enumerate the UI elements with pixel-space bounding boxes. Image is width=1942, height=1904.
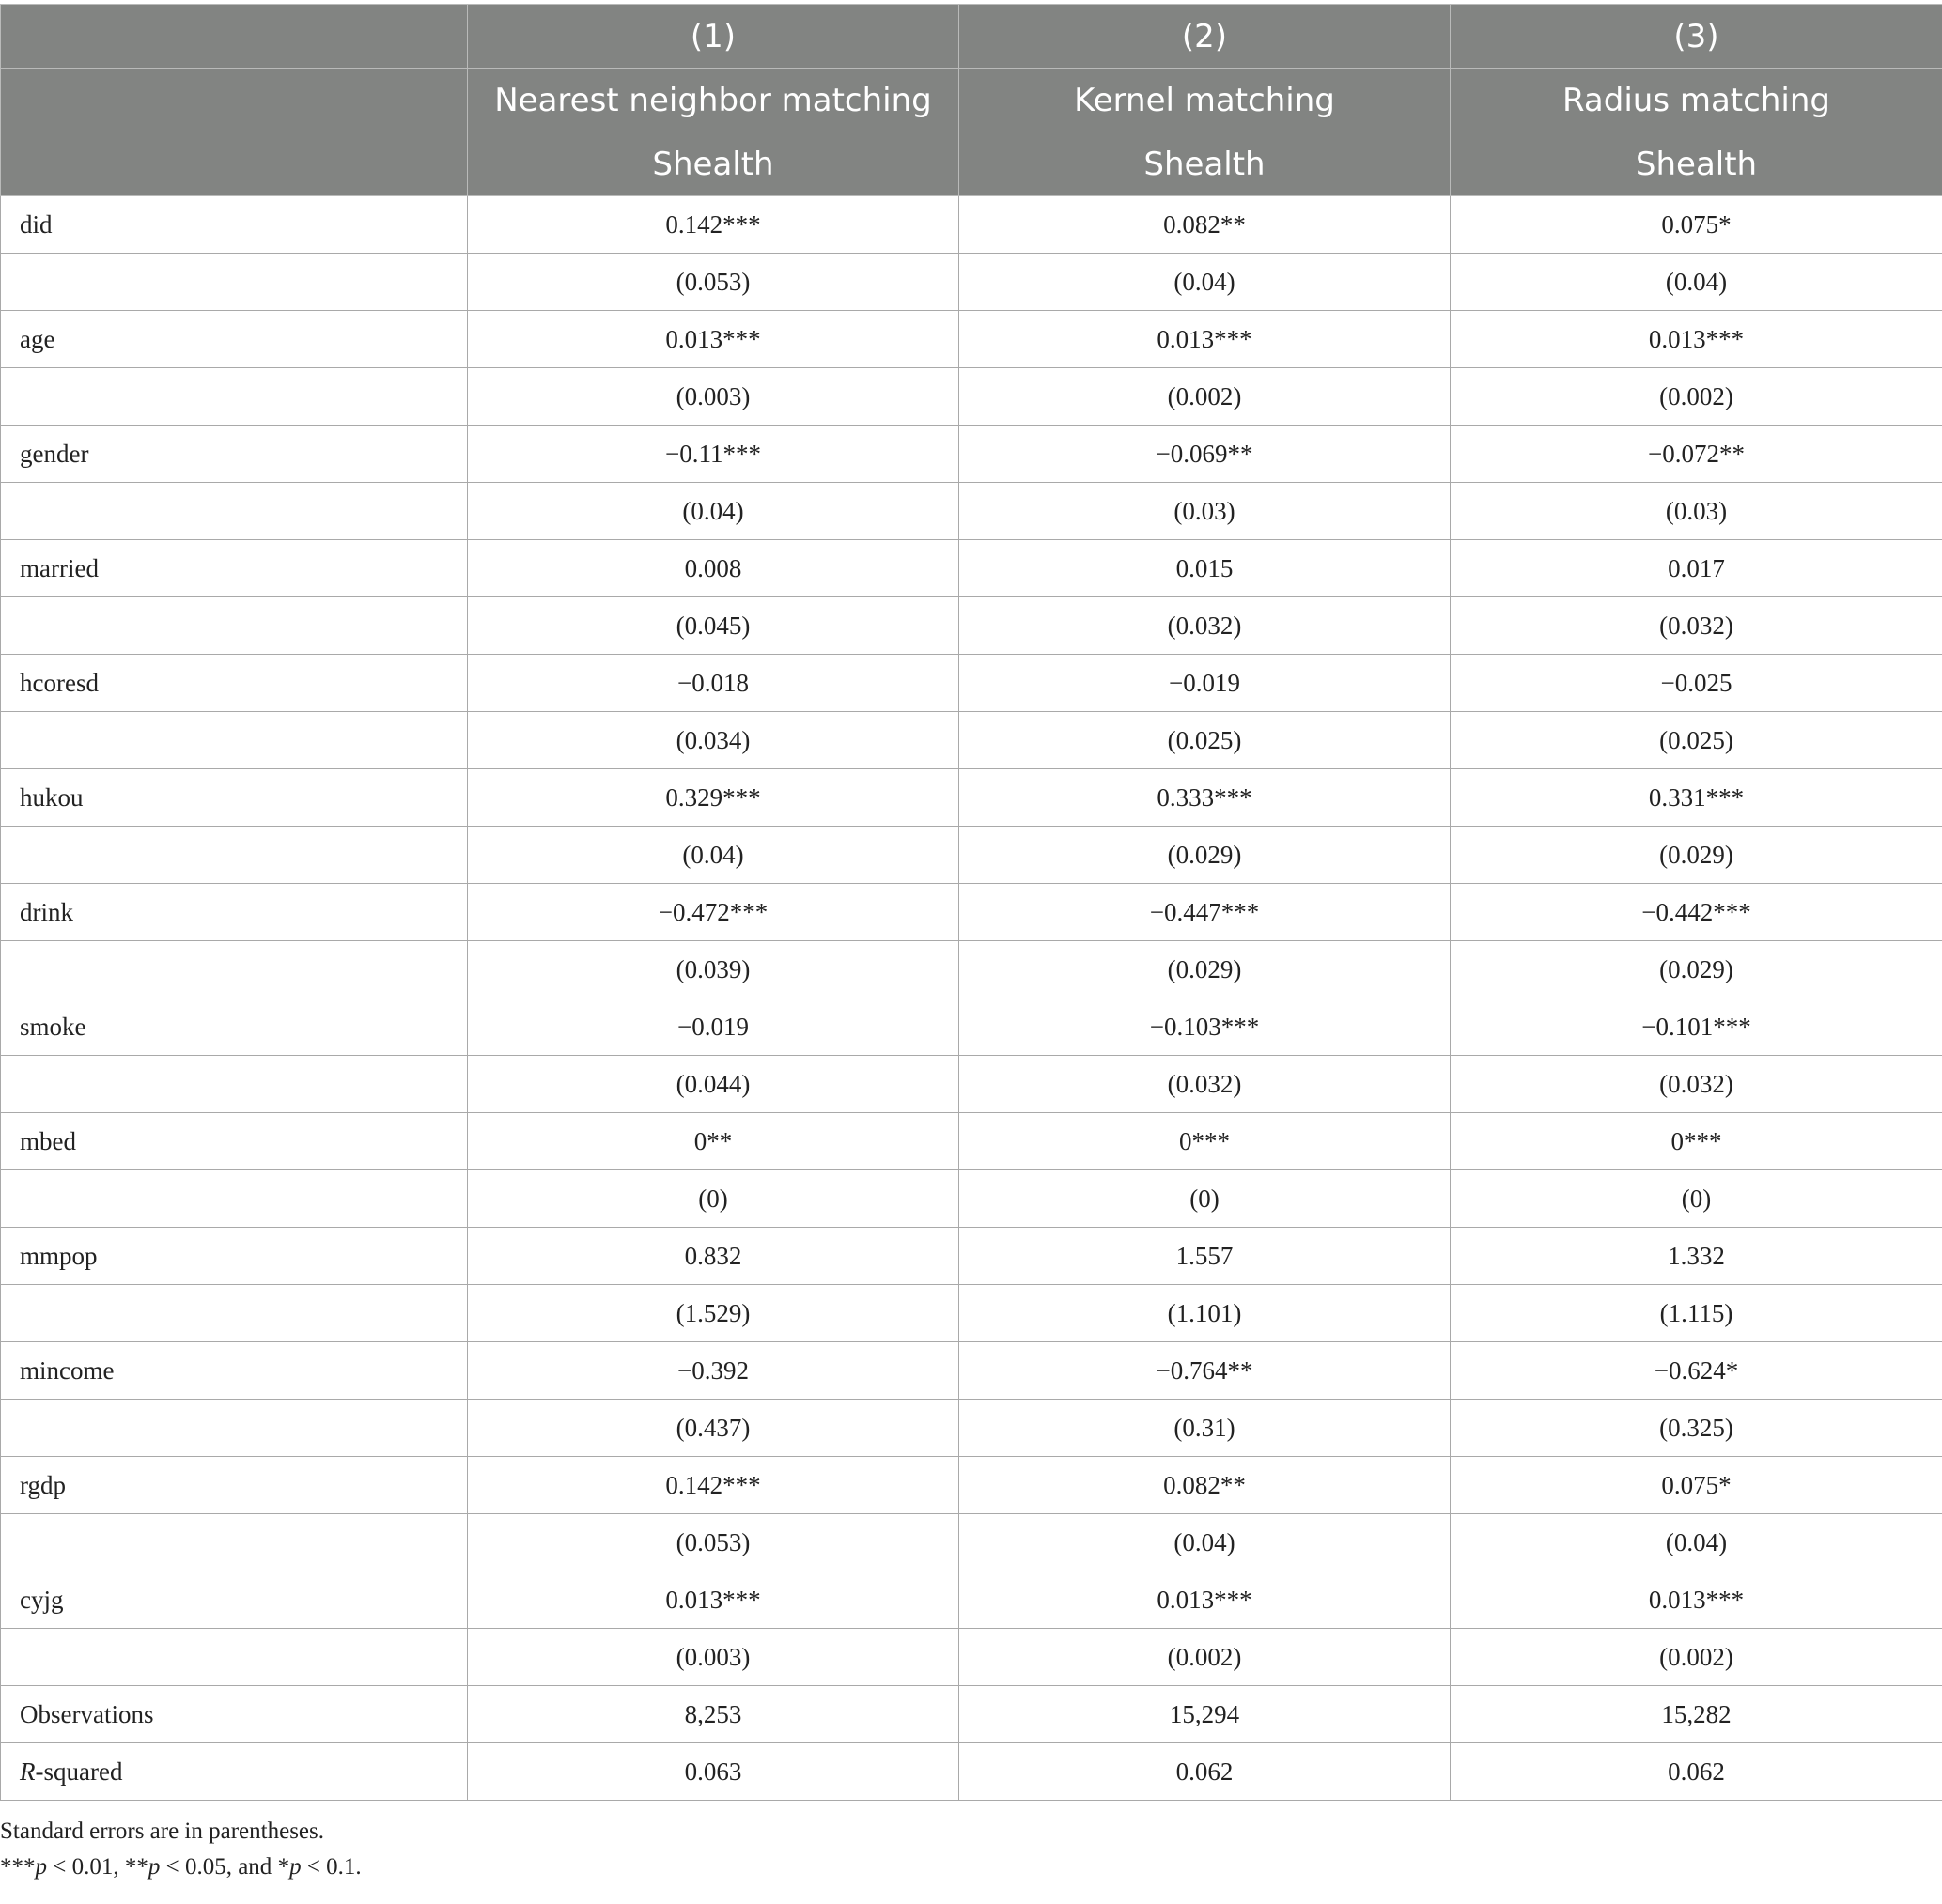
coefficient-cell: 0** xyxy=(468,1113,959,1170)
observations-row xyxy=(1,1686,1942,1743)
standard-error-row xyxy=(1,712,1942,769)
standard-error-cell: (0.04) xyxy=(1451,1514,1942,1571)
coefficient-row xyxy=(1,311,1942,368)
standard-error-cell: (1.101) xyxy=(959,1285,1451,1342)
standard-error-cell: (0) xyxy=(468,1170,959,1228)
row-label: smoke xyxy=(1,998,468,1056)
standard-error-cell: (0.029) xyxy=(1451,827,1942,884)
empty-label-cell xyxy=(1,712,468,769)
row-label xyxy=(1,1743,468,1801)
standard-error-cell: (0.053) xyxy=(468,254,959,311)
standard-error-cell: (0.032) xyxy=(959,597,1451,655)
r-squared-row xyxy=(1,1743,1942,1801)
coefficient-cell: −0.101*** xyxy=(1451,998,1942,1056)
standard-error-cell: (0.002) xyxy=(1451,368,1942,426)
sig-stars: ** xyxy=(124,1854,148,1880)
standard-error-cell: (0.002) xyxy=(1451,1629,1942,1686)
regression-table-container xyxy=(0,4,1942,1885)
table-cell: 0.062 xyxy=(959,1743,1451,1801)
sig-text: < 0.05, and xyxy=(160,1854,278,1880)
coefficient-cell: 0.329*** xyxy=(468,769,959,827)
regression-table xyxy=(0,4,1942,1801)
row-label: married xyxy=(1,540,468,597)
sig-p: p xyxy=(289,1854,302,1880)
sig-stars: *** xyxy=(0,1854,36,1880)
coefficient-cell: 0.008 xyxy=(468,540,959,597)
empty-label-cell xyxy=(1,483,468,540)
empty-label-cell xyxy=(1,1514,468,1571)
coefficient-cell: 0.013*** xyxy=(959,1571,1451,1629)
standard-error-cell: (1.529) xyxy=(468,1285,959,1342)
coefficient-cell: 0.013*** xyxy=(1451,1571,1942,1629)
standard-error-cell: (0.029) xyxy=(959,827,1451,884)
standard-error-row xyxy=(1,1629,1942,1686)
coefficient-cell: 0.082** xyxy=(959,196,1451,254)
standard-error-cell: (0.03) xyxy=(959,483,1451,540)
row-label: Observations xyxy=(1,1686,468,1743)
coefficient-row xyxy=(1,655,1942,712)
empty-label-cell xyxy=(1,597,468,655)
coefficient-cell: 0.333*** xyxy=(959,769,1451,827)
standard-error-cell: (0.032) xyxy=(959,1056,1451,1113)
standard-error-cell: (0.044) xyxy=(468,1056,959,1113)
coefficient-cell: −0.11*** xyxy=(468,426,959,483)
standard-error-cell: (0.032) xyxy=(1451,597,1942,655)
coefficient-cell: 1.557 xyxy=(959,1228,1451,1285)
table-body xyxy=(1,196,1942,1801)
row-label: mincome xyxy=(1,1342,468,1400)
row-label: drink xyxy=(1,884,468,941)
r-suffix: -squared xyxy=(35,1757,123,1786)
standard-error-row xyxy=(1,483,1942,540)
standard-error-cell: (0.04) xyxy=(468,483,959,540)
coefficient-cell: −0.072** xyxy=(1451,426,1942,483)
standard-error-row xyxy=(1,941,1942,998)
header-cell xyxy=(1,69,468,132)
coefficient-row xyxy=(1,426,1942,483)
coefficient-cell: 0.015 xyxy=(959,540,1451,597)
empty-label-cell xyxy=(1,827,468,884)
coefficient-cell: 0.142*** xyxy=(468,1457,959,1514)
standard-error-cell: (0.002) xyxy=(959,368,1451,426)
header-cell: Radius matching xyxy=(1451,69,1942,132)
standard-error-cell: (0.025) xyxy=(1451,712,1942,769)
standard-error-cell: (0.325) xyxy=(1451,1400,1942,1457)
standard-error-cell: (0.003) xyxy=(468,1629,959,1686)
standard-error-row xyxy=(1,1170,1942,1228)
note-standard-errors: Standard errors are in parentheses. xyxy=(0,1819,324,1844)
coefficient-cell: 0.331*** xyxy=(1451,769,1942,827)
header-cell xyxy=(1,5,468,69)
header-row-dependent-variable xyxy=(1,132,1942,196)
coefficient-cell: −0.392 xyxy=(468,1342,959,1400)
header-row-methods xyxy=(1,69,1942,132)
row-label: hcoresd xyxy=(1,655,468,712)
coefficient-row xyxy=(1,196,1942,254)
row-label: did xyxy=(1,196,468,254)
standard-error-cell: (0.04) xyxy=(1451,254,1942,311)
table-notes xyxy=(0,1814,1942,1885)
empty-label-cell xyxy=(1,1056,468,1113)
header-cell: (3) xyxy=(1451,5,1942,69)
table-cell: 8,253 xyxy=(468,1686,959,1743)
coefficient-cell: 0.017 xyxy=(1451,540,1942,597)
empty-label-cell xyxy=(1,1400,468,1457)
header-row-column-numbers xyxy=(1,5,1942,69)
standard-error-cell: (0.032) xyxy=(1451,1056,1942,1113)
coefficient-cell: −0.624* xyxy=(1451,1342,1942,1400)
standard-error-cell: (1.115) xyxy=(1451,1285,1942,1342)
coefficient-row xyxy=(1,884,1942,941)
header-cell: Shealth xyxy=(959,132,1451,196)
standard-error-cell: (0.03) xyxy=(1451,483,1942,540)
coefficient-row xyxy=(1,769,1942,827)
table-header xyxy=(1,5,1942,196)
row-label: age xyxy=(1,311,468,368)
r-italic: R xyxy=(20,1757,36,1786)
coefficient-cell: 0.142*** xyxy=(468,196,959,254)
row-label: hukou xyxy=(1,769,468,827)
coefficient-cell: 0*** xyxy=(959,1113,1451,1170)
empty-label-cell xyxy=(1,1629,468,1686)
header-cell xyxy=(1,132,468,196)
standard-error-cell: (0.045) xyxy=(468,597,959,655)
coefficient-cell: 0.832 xyxy=(468,1228,959,1285)
coefficient-cell: 0.075* xyxy=(1451,1457,1942,1514)
standard-error-cell: (0.029) xyxy=(1451,941,1942,998)
sig-text: < 0.01, xyxy=(47,1854,125,1880)
standard-error-row xyxy=(1,1056,1942,1113)
empty-label-cell xyxy=(1,941,468,998)
standard-error-cell: (0.039) xyxy=(468,941,959,998)
standard-error-cell: (0.04) xyxy=(959,1514,1451,1571)
table-cell: 0.062 xyxy=(1451,1743,1942,1801)
standard-error-row xyxy=(1,827,1942,884)
coefficient-row xyxy=(1,1342,1942,1400)
standard-error-row xyxy=(1,254,1942,311)
header-cell: Kernel matching xyxy=(959,69,1451,132)
standard-error-cell: (0.04) xyxy=(959,254,1451,311)
coefficient-row xyxy=(1,1571,1942,1629)
coefficient-row xyxy=(1,998,1942,1056)
note-significance xyxy=(0,1850,1942,1885)
standard-error-cell: (0.029) xyxy=(959,941,1451,998)
coefficient-cell: −0.764** xyxy=(959,1342,1451,1400)
coefficient-row xyxy=(1,540,1942,597)
sig-p: p xyxy=(148,1854,161,1880)
table-cell: 0.063 xyxy=(468,1743,959,1801)
standard-error-cell: (0.003) xyxy=(468,368,959,426)
header-cell: Shealth xyxy=(1451,132,1942,196)
header-cell: Nearest neighbor matching xyxy=(468,69,959,132)
coefficient-cell: −0.103*** xyxy=(959,998,1451,1056)
standard-error-cell: (0.04) xyxy=(468,827,959,884)
standard-error-cell: (0.437) xyxy=(468,1400,959,1457)
sig-p: p xyxy=(35,1854,47,1880)
table-cell: 15,282 xyxy=(1451,1686,1942,1743)
table-cell: 15,294 xyxy=(959,1686,1451,1743)
standard-error-cell: (0.31) xyxy=(959,1400,1451,1457)
empty-label-cell xyxy=(1,1285,468,1342)
standard-error-cell: (0.002) xyxy=(959,1629,1451,1686)
coefficient-row xyxy=(1,1228,1942,1285)
standard-error-cell: (0) xyxy=(1451,1170,1942,1228)
coefficient-row xyxy=(1,1113,1942,1170)
row-label: mbed xyxy=(1,1113,468,1170)
header-cell: (2) xyxy=(959,5,1451,69)
empty-label-cell xyxy=(1,1170,468,1228)
standard-error-cell: (0.034) xyxy=(468,712,959,769)
coefficient-cell: 0.013*** xyxy=(1451,311,1942,368)
standard-error-row xyxy=(1,1285,1942,1342)
row-label: cyjg xyxy=(1,1571,468,1629)
standard-error-row xyxy=(1,1514,1942,1571)
standard-error-row xyxy=(1,597,1942,655)
coefficient-cell: −0.472*** xyxy=(468,884,959,941)
coefficient-cell: 0.013*** xyxy=(468,311,959,368)
coefficient-cell: 0.075* xyxy=(1451,196,1942,254)
row-label: mmpop xyxy=(1,1228,468,1285)
coefficient-cell: −0.019 xyxy=(468,998,959,1056)
sig-stars: * xyxy=(277,1854,290,1880)
header-cell: Shealth xyxy=(468,132,959,196)
standard-error-row xyxy=(1,1400,1942,1457)
standard-error-cell: (0) xyxy=(959,1170,1451,1228)
coefficient-cell: 0.013*** xyxy=(468,1571,959,1629)
standard-error-row xyxy=(1,368,1942,426)
coefficient-cell: −0.019 xyxy=(959,655,1451,712)
header-cell: (1) xyxy=(468,5,959,69)
row-label: gender xyxy=(1,426,468,483)
coefficient-cell: −0.447*** xyxy=(959,884,1451,941)
row-label: rgdp xyxy=(1,1457,468,1514)
coefficient-cell: −0.018 xyxy=(468,655,959,712)
coefficient-row xyxy=(1,1457,1942,1514)
standard-error-cell: (0.025) xyxy=(959,712,1451,769)
coefficient-cell: −0.069** xyxy=(959,426,1451,483)
sig-text: < 0.1. xyxy=(301,1854,362,1880)
coefficient-cell: −0.442*** xyxy=(1451,884,1942,941)
coefficient-cell: 0*** xyxy=(1451,1113,1942,1170)
empty-label-cell xyxy=(1,254,468,311)
coefficient-cell: 1.332 xyxy=(1451,1228,1942,1285)
coefficient-cell: −0.025 xyxy=(1451,655,1942,712)
standard-error-cell: (0.053) xyxy=(468,1514,959,1571)
coefficient-cell: 0.082** xyxy=(959,1457,1451,1514)
coefficient-cell: 0.013*** xyxy=(959,311,1451,368)
empty-label-cell xyxy=(1,368,468,426)
